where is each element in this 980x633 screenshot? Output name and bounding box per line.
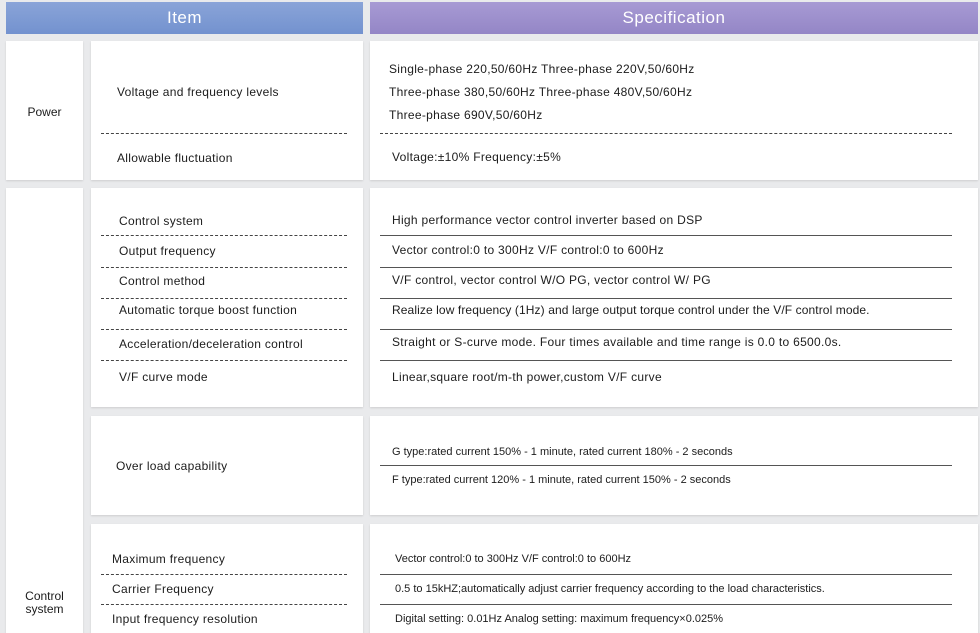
voltage-line-2: Three-phase 380,50/60Hz Three-phase 480V,50/60Hz bbox=[389, 85, 693, 99]
acceleration-control-value: Straight or S-curve mode. Four times available and time range is 0.0 to 6500.0s. bbox=[392, 335, 842, 349]
row-divider bbox=[101, 298, 347, 299]
output-frequency-value: Vector control:0 to 300Hz V/F control:0 to 600Hz bbox=[392, 243, 664, 257]
control-spec-cell bbox=[370, 188, 978, 407]
control-system-label: Control system bbox=[119, 214, 204, 228]
control-item-cell bbox=[91, 188, 363, 407]
carrier-frequency-value: 0.5 to 15kHZ;automatically adjust carrier frequency according to the load characteristics. bbox=[395, 583, 825, 595]
overload-item-cell bbox=[91, 416, 363, 515]
input-frequency-resolution-value: Digital setting: 0.01Hz Analog setting: maximum frequency×0.025% bbox=[395, 613, 724, 625]
overload-capability-label: Over load capability bbox=[116, 459, 228, 473]
carrier-frequency-label: Carrier Frequency bbox=[112, 582, 214, 596]
fluctuation-value: Voltage:±10% Frequency:±5% bbox=[392, 150, 562, 164]
control-system-category-cell bbox=[6, 188, 83, 633]
maximum-frequency-value: Vector control:0 to 300Hz V/F control:0 to 600Hz bbox=[395, 553, 632, 565]
power-spec-cell bbox=[370, 41, 978, 180]
torque-boost-label: Automatic torque boost function bbox=[119, 303, 298, 317]
f-type-value: F type:rated current 120% - 1 minute, rated current 150% - 2 seconds bbox=[392, 474, 731, 486]
row-divider bbox=[380, 360, 952, 361]
voltage-frequency-label: Voltage and frequency levels bbox=[117, 85, 279, 99]
frequency-spec-cell bbox=[370, 524, 978, 633]
row-divider bbox=[101, 360, 347, 361]
row-divider bbox=[101, 574, 347, 575]
maximum-frequency-label: Maximum frequency bbox=[112, 552, 226, 566]
power-item-cell bbox=[91, 41, 363, 180]
row-divider bbox=[101, 133, 347, 134]
row-divider bbox=[380, 329, 952, 330]
row-divider bbox=[101, 604, 347, 605]
item-column-header: Item bbox=[6, 2, 363, 34]
control-method-label: Control method bbox=[119, 274, 206, 288]
control-system-category-line2: system bbox=[25, 602, 64, 616]
control-system-value: High performance vector control inverter based on DSP bbox=[392, 213, 703, 227]
output-frequency-label: Output frequency bbox=[119, 244, 216, 258]
g-type-value: G type:rated current 150% - 1 minute, rated current 180% - 2 seconds bbox=[392, 446, 733, 458]
row-divider bbox=[380, 133, 952, 134]
acceleration-control-label: Acceleration/deceleration control bbox=[119, 337, 303, 351]
row-divider bbox=[101, 329, 347, 330]
voltage-line-1: Single-phase 220,50/60Hz Three-phase 220V,50/60Hz bbox=[389, 62, 695, 76]
row-divider bbox=[380, 604, 952, 605]
power-category-cell bbox=[6, 41, 83, 180]
input-frequency-resolution-label: Input frequency resolution bbox=[112, 612, 258, 626]
row-divider bbox=[101, 267, 347, 268]
allowable-fluctuation-label: Allowable fluctuation bbox=[117, 151, 233, 165]
row-divider bbox=[101, 235, 347, 236]
torque-boost-value: Realize low frequency (1Hz) and large output torque control under the V/F control mode. bbox=[392, 303, 870, 317]
specification-column-header: Specification bbox=[370, 2, 978, 34]
row-divider bbox=[380, 267, 952, 268]
overload-spec-cell bbox=[370, 416, 978, 515]
row-divider bbox=[380, 235, 952, 236]
control-system-category-line1: Control bbox=[25, 589, 64, 603]
power-category-label: Power bbox=[27, 105, 62, 119]
row-divider bbox=[380, 298, 952, 299]
frequency-item-cell bbox=[91, 524, 363, 633]
row-divider bbox=[380, 574, 952, 575]
row-divider bbox=[380, 465, 952, 466]
voltage-line-3: Three-phase 690V,50/60Hz bbox=[389, 108, 543, 122]
control-method-value: V/F control, vector control W/O PG, vector control W/ PG bbox=[392, 273, 711, 287]
vf-curve-mode-value: Linear,square root/m-th power,custom V/F curve bbox=[392, 370, 662, 384]
vf-curve-mode-label: V/F curve mode bbox=[119, 370, 208, 384]
